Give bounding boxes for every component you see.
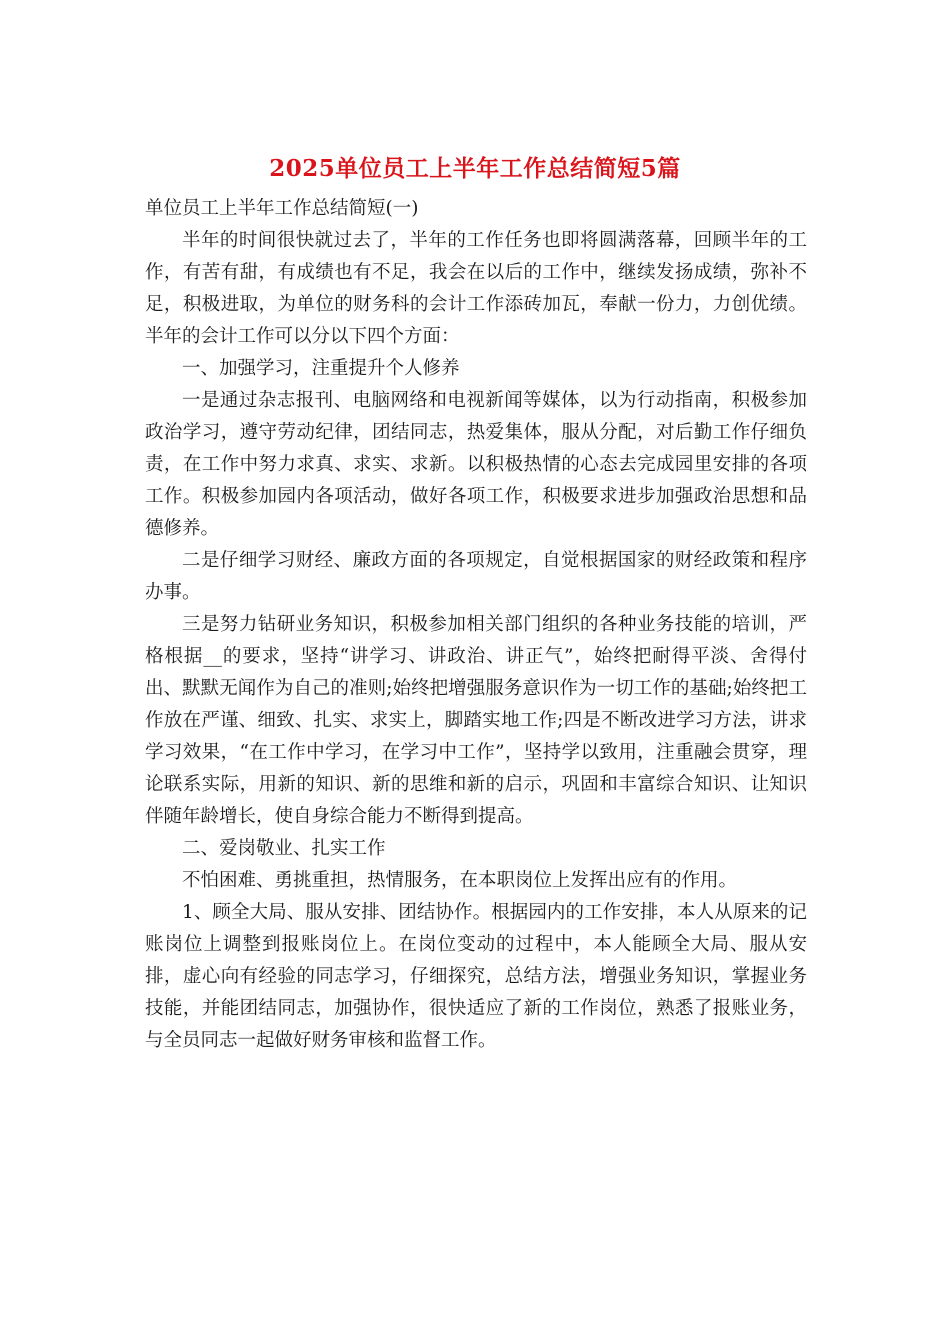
subheading: 二、爱岗敬业、扎实工作	[182, 838, 386, 859]
paragraph: 二是仔细学习财经、廉政方面的各项规定，自觉根据国家的财经政策和程序办事。	[145, 550, 807, 603]
document-body	[145, 193, 807, 1057]
paragraph: 1、顾全大局、服从安排、团结协作。根据园内的工作安排，本人从原来的记账岗位上调整到报账岗位上。在岗位变动的过程中，本人能顾全大局、服从安排，虚心向有经验的同志学习，仔细探究，总结方法，增强业务知识，掌握业务技能，并能团结同志，加强协作，很快适应了新的工作岗位，熟悉了报账业务，与全员同志一起做好财务审核和监督工作。	[145, 902, 807, 1051]
document-title: 2025单位员工上半年工作总结简短5篇	[269, 155, 681, 182]
paragraph: 一是通过杂志报刊、电脑网络和电视新闻等媒体，以为行动指南，积极参加政治学习，遵守劳动纪律，团结同志，热爱集体，服从分配，对后勤工作仔细负责，在工作中努力求真、求实、求新。以积极热情的心态去完成园里安排的各项工作。积极参加园内各项活动，做好各项工作，积极要求进步加强政治思想和品德修养。	[145, 390, 807, 539]
subheading: 一、加强学习，注重提升个人修养	[182, 358, 460, 379]
section-heading: 单位员工上半年工作总结简短(一)	[145, 198, 419, 219]
paragraph: 不怕困难、勇挑重担，热情服务，在本职岗位上发挥出应有的作用。	[182, 870, 738, 891]
paragraph: 半年的时间很快就过去了，半年的工作任务也即将圆满落幕，回顾半年的工作，有苦有甜，有成绩也有不足，我会在以后的工作中，继续发扬成绩，弥补不足，积极进取，为单位的财务科的会计工作添砖加瓦，奉献一份力，力创优绩。半年的会计工作可以分以下四个方面：	[145, 230, 807, 347]
paragraph: 三是努力钻研业务知识，积极参加相关部门组织的各种业务技能的培训，严格根据__的要求，坚持“讲学习、讲政治、讲正气”，始终把耐得平淡、舍得付出、默默无闻作为自己的准则;始终把增强服务意识作为一切工作的基础;始终把工作放在严谨、细致、扎实、求实上，脚踏实地工作;四是不断改进学习方法，讲求学习效果，“在工作中学习，在学习中工作”，坚持学以致用，注重融会贯穿，理论联系实际，用新的知识、新的思维和新的启示，巩固和丰富综合知识、让知识伴随年龄增长，使自身综合能力不断得到提高。	[145, 614, 807, 827]
